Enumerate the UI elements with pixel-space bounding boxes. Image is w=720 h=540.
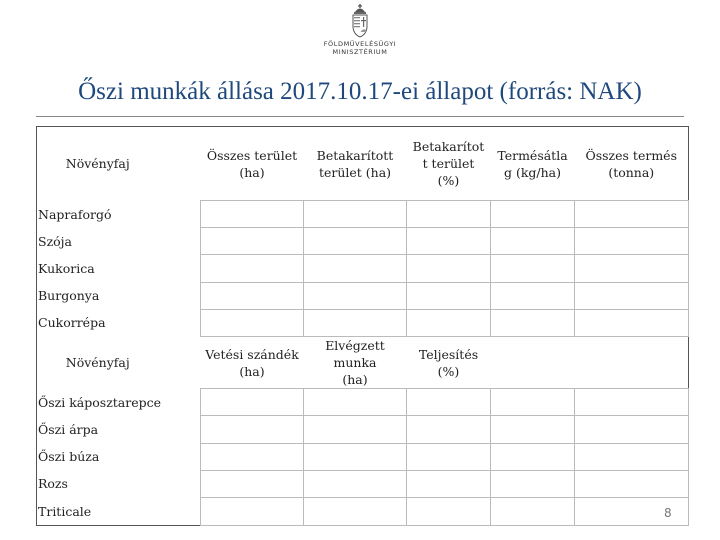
table-cell	[407, 309, 491, 336]
table-cell	[304, 282, 407, 309]
table-cell	[304, 201, 407, 228]
table-cell	[304, 470, 407, 497]
column-header: Összes terület (ha)	[206, 147, 298, 180]
table-cell	[304, 309, 407, 336]
column-header: Elvégzett munka (ha)	[325, 338, 385, 388]
table-cell	[304, 255, 407, 282]
table-row	[37, 470, 689, 497]
table-cell	[491, 309, 575, 336]
table-cell	[407, 497, 491, 525]
row-label: Őszi káposztarepce	[38, 394, 162, 410]
table-cell	[407, 255, 491, 282]
table-cell	[304, 497, 407, 525]
table-cell	[407, 416, 491, 443]
table-cell	[491, 497, 575, 525]
logo-line-1: FÖLDMŰVELÉSÜGYI	[323, 40, 397, 48]
table-cell	[575, 228, 689, 255]
table-cell	[201, 228, 304, 255]
table-cell	[575, 416, 689, 443]
table-cell	[304, 443, 407, 470]
table-cell	[304, 389, 407, 416]
table-cell	[201, 470, 304, 497]
table-cell	[575, 282, 689, 309]
table-cell	[491, 389, 575, 416]
table-row	[37, 309, 689, 336]
table-cell	[575, 255, 689, 282]
column-header: Teljesítés (%)	[418, 346, 479, 379]
column-header: Betakarítot t terület (%)	[412, 139, 485, 188]
table-cell	[491, 282, 575, 309]
row-label: Burgonya	[38, 288, 100, 304]
table-cell	[491, 228, 575, 255]
table-cell	[575, 470, 689, 497]
table-cell	[575, 309, 689, 336]
table-cell	[575, 389, 689, 416]
table-cell	[491, 443, 575, 470]
table-row	[37, 416, 689, 443]
table-cell	[201, 255, 304, 282]
table-cell	[201, 201, 304, 228]
table-cell	[407, 470, 491, 497]
table-cell	[575, 201, 689, 228]
table2-header-row	[37, 337, 689, 389]
table-cell	[407, 443, 491, 470]
column-header: Betakarított terület (ha)	[316, 147, 394, 180]
table-cell	[407, 282, 491, 309]
table-cell	[491, 337, 575, 389]
table-cell	[491, 470, 575, 497]
row-label: Rozs	[38, 476, 68, 492]
page-number: 8	[664, 506, 672, 520]
table-cell	[491, 201, 575, 228]
table-cell	[575, 337, 689, 389]
table-cell	[407, 201, 491, 228]
table-cell	[304, 416, 407, 443]
column-header: Növényfaj	[65, 355, 130, 371]
data-table	[36, 126, 689, 526]
table-cell	[201, 497, 304, 525]
table1-header-row	[37, 127, 689, 201]
row-label: Kukorica	[38, 261, 95, 277]
column-header: Növényfaj	[65, 156, 130, 172]
row-label: Cukorrépa	[38, 315, 106, 331]
row-label: Őszi árpa	[38, 421, 99, 437]
table-cell	[407, 389, 491, 416]
row-label: Őszi búza	[38, 449, 100, 465]
column-header: Termésátla g (kg/ha)	[497, 147, 568, 180]
table-cell	[491, 255, 575, 282]
column-header: Összes termés (tonna)	[585, 147, 677, 180]
table-cell	[407, 228, 491, 255]
page-title: Őszi munkák állása 2017.10.17-ei állapot (forrás: NAK)	[78, 78, 642, 105]
table-row	[37, 389, 689, 416]
title-divider	[36, 116, 684, 117]
column-header: Vetési szándék (ha)	[205, 346, 299, 379]
table-row	[37, 443, 689, 470]
table-cell	[304, 228, 407, 255]
row-label: Napraforgó	[38, 206, 112, 222]
row-label: Triticale	[38, 503, 92, 519]
table-row	[37, 497, 689, 525]
row-label: Szója	[38, 233, 73, 249]
table-row	[37, 228, 689, 255]
table-cell	[201, 309, 304, 336]
logo-line-2: MINISZTÉRIUM	[332, 48, 388, 56]
table-cell	[491, 416, 575, 443]
table-cell	[201, 282, 304, 309]
table-cell	[201, 389, 304, 416]
table-cell	[201, 416, 304, 443]
table-cell	[201, 443, 304, 470]
table-cell	[575, 443, 689, 470]
ministry-logo	[310, 4, 410, 66]
table-row	[37, 201, 689, 228]
coat-of-arms-icon	[349, 4, 371, 38]
table-row	[37, 255, 689, 282]
table-row	[37, 282, 689, 309]
